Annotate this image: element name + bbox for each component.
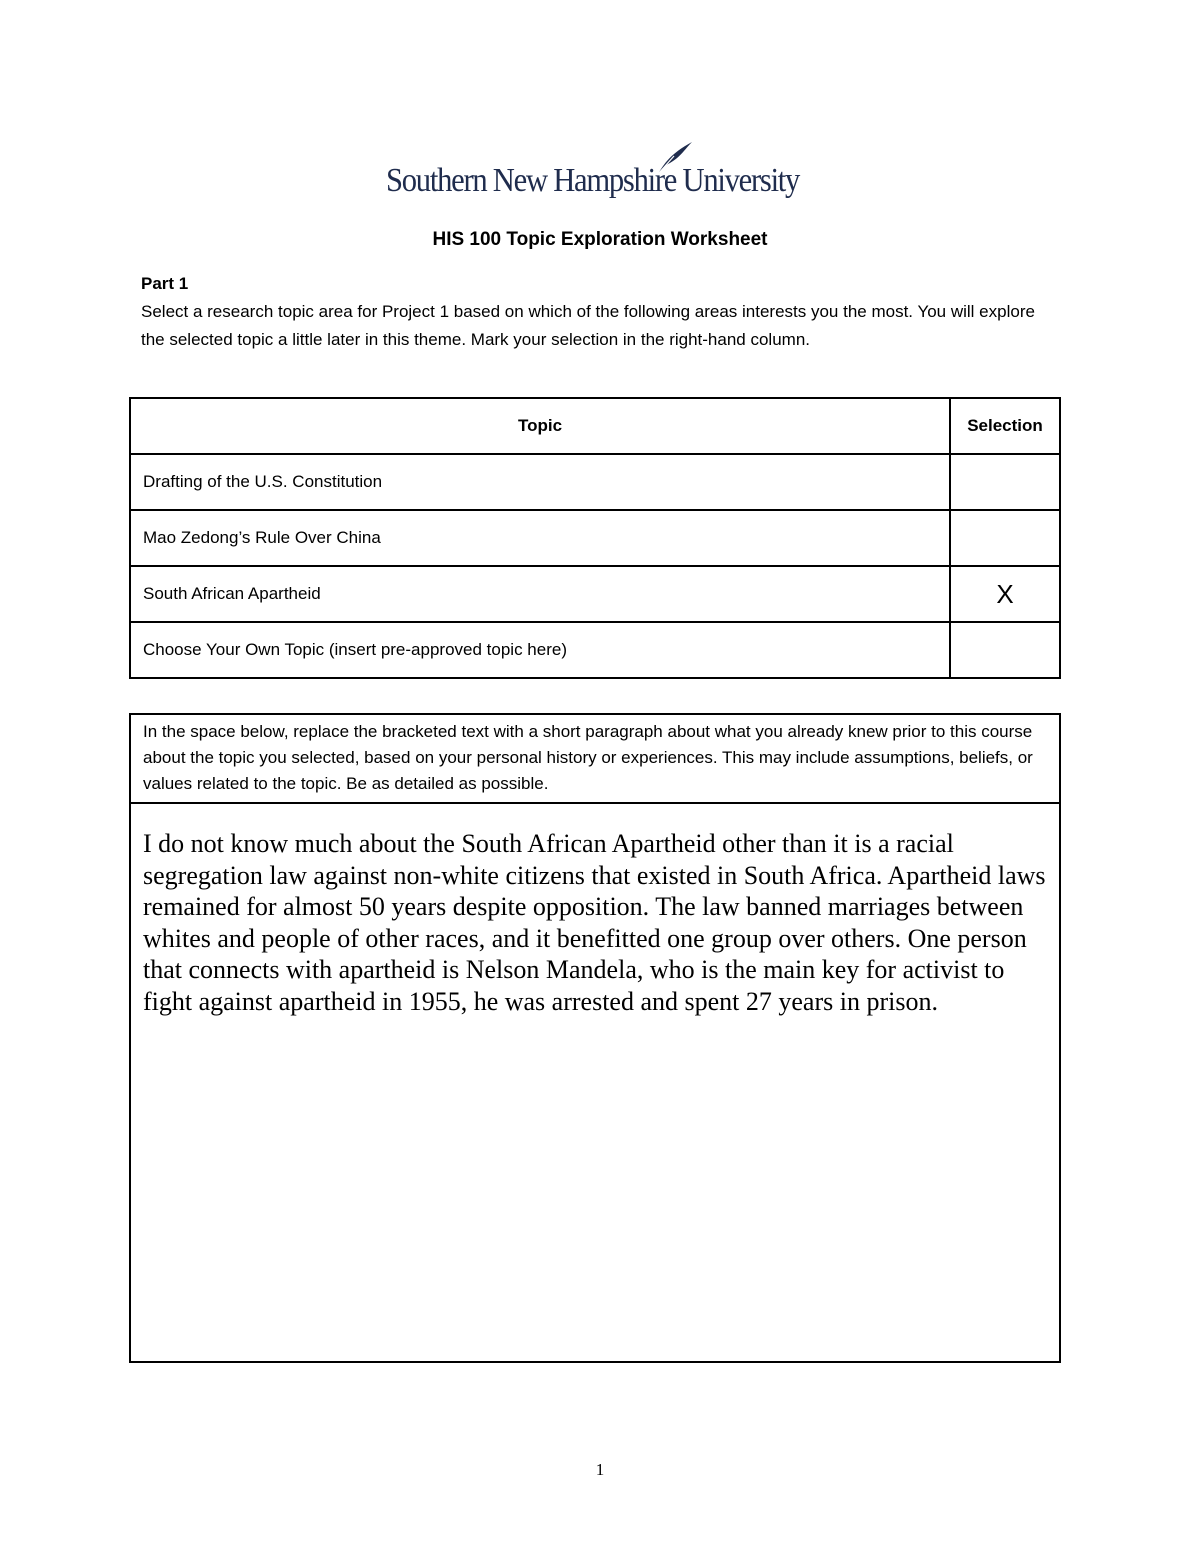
page-number: 1 (595, 1460, 605, 1479)
column-header-selection: Selection (950, 398, 1060, 454)
university-logo (386, 140, 816, 210)
column-header-topic: Topic (130, 398, 950, 454)
selection-cell[interactable] (950, 454, 1060, 510)
table-row (130, 510, 1060, 566)
selection-cell[interactable] (950, 510, 1060, 566)
topic-cell: South African Apartheid (130, 566, 950, 622)
table-header-row (130, 398, 1060, 454)
topic-selection-table (129, 397, 1061, 679)
part-instructions: Select a research topic area for Project 1 based on which of the following areas interests you the most. You will explore the selected topic a little later in this theme. Mark your selection in the right-hand column. (141, 302, 1035, 349)
topic-cell: Choose Your Own Topic (insert pre-approved topic here) (130, 622, 950, 678)
topic-cell: Mao Zedong’s Rule Over China (130, 510, 950, 566)
part-heading: Part 1 (141, 274, 189, 293)
selection-cell[interactable] (950, 622, 1060, 678)
reflection-prompt: In the space below, replace the bracketed text with a short paragraph about what you already knew prior to this course about the topic you selected, based on your personal history or experiences. This may include assumptions, beliefs, or values related to the topic. Be as detailed as possible. (131, 715, 1059, 804)
selection-cell-marked[interactable]: X (950, 566, 1060, 622)
table-row (130, 566, 1060, 622)
logo-wordmark: Southern New Hampshire University (386, 162, 800, 199)
page-title: HIS 100 Topic Exploration Worksheet (432, 229, 768, 250)
topic-cell: Drafting of the U.S. Constitution (130, 454, 950, 510)
reflection-answer[interactable]: I do not know much about the South African Apartheid other than it is a racial segregation law against non-white citizens that existed in South Africa. Apartheid laws remained for almost 50 years despite opposition. The law banned marriages between whites and people of other races, and it benefitted one group over others. One person that connects with apartheid is Nelson Mandela, who is the main key for activist to fight against apartheid in 1955, he was arrested and spent 27 years in prison. (143, 829, 1046, 1016)
reflection-box (129, 713, 1061, 1363)
table-row (130, 622, 1060, 678)
table-row (130, 454, 1060, 510)
